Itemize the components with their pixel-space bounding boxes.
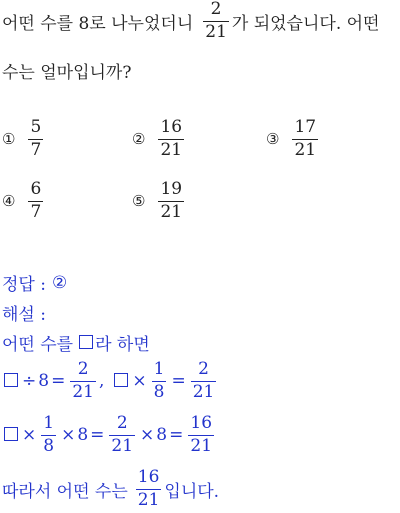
answer-value: ② — [51, 272, 68, 293]
option-marker: ④ — [2, 192, 16, 211]
question-line-1 — [2, 0, 379, 42]
question-line-2: 수는 얼마입니까? — [2, 63, 132, 83]
unknown-box — [79, 335, 93, 349]
equation-1: ÷ 8 = $\frac{2}{21}$ , × $\frac{1}{8}$ = $\frac{2}{21}$ — [2, 360, 219, 402]
option-1[interactable]: ① $\frac{5}{7}$ — [2, 117, 42, 160]
unknown-box — [4, 427, 18, 441]
option-marker: ⑤ — [132, 192, 146, 211]
option-marker: ① — [2, 130, 16, 149]
answer-label: 정답 : — [2, 275, 46, 295]
question-text-prefix: 어떤 수를 8로 나누었더니 — [2, 13, 194, 34]
option-5[interactable]: ⑤ $\frac{19}{21}$ — [132, 179, 183, 222]
option-2[interactable]: ② $\frac{16}{21}$ — [132, 117, 183, 160]
option-marker: ② — [132, 130, 146, 149]
question-fraction: $\frac{2}{21}$ — [205, 0, 227, 42]
question-text-suffix: 가 되었습니다. 어떤 — [231, 13, 380, 34]
option-4[interactable]: ④ $\frac{6}{7}$ — [2, 179, 42, 222]
conclusion-line: 따라서 어떤 수는 $\frac{16}{21}$ 입니다. — [2, 467, 220, 510]
explanation-line-1: 어떤 수를 라 하면 — [2, 335, 150, 355]
explanation-label: 해설 : — [2, 305, 46, 325]
unknown-box — [4, 373, 18, 387]
answer-line — [2, 270, 67, 295]
unknown-box — [114, 373, 128, 387]
option-marker: ③ — [266, 130, 280, 149]
equation-2: × $\frac{1}{8}$ × 8 = $\frac{2}{21}$ × 8 = $\frac{16}{21}$ — [2, 414, 217, 456]
option-3[interactable]: ③ $\frac{17}{21}$ — [266, 117, 317, 160]
